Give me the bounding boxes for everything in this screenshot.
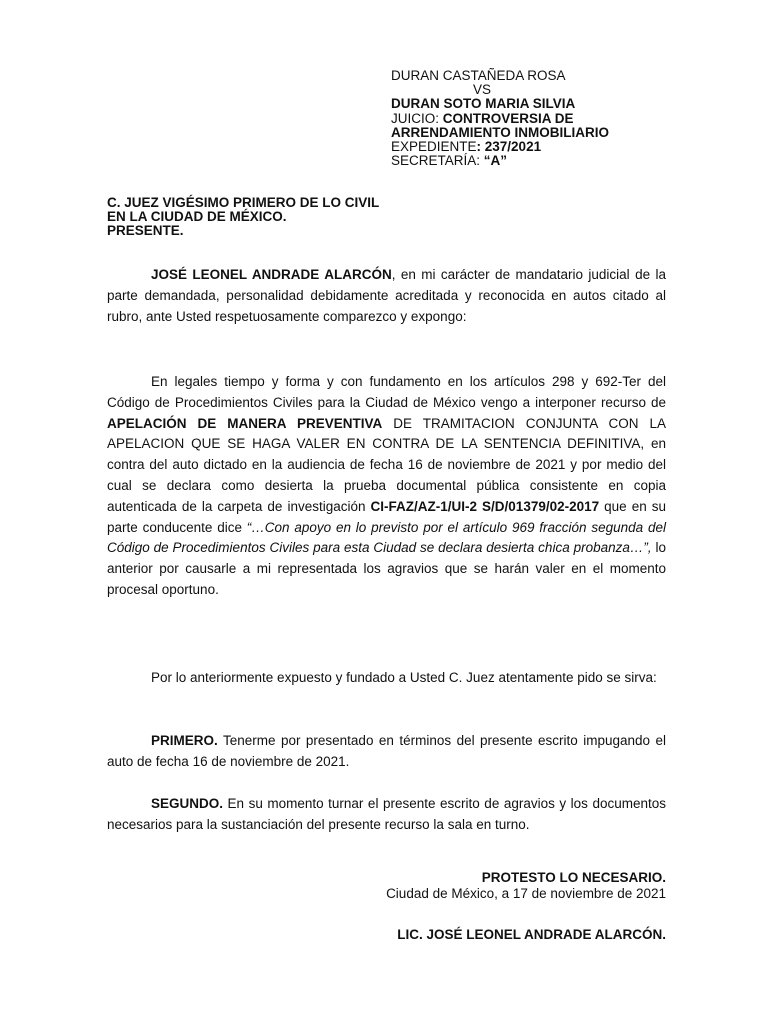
first-point-paragraph: [107, 731, 666, 773]
first-point-label: PRIMERO.: [151, 733, 218, 748]
second-point-paragraph: [107, 794, 666, 836]
main-text-4: lo anterior por causarle a mi representada los agravios que se harán valer en el momento procesal oportuno.: [107, 540, 666, 597]
protest-line: PROTESTO LO NECESARIO.: [481, 870, 666, 885]
secretariat-line: [391, 154, 681, 168]
trial-value-line1: CONTROVERSIA DE: [442, 110, 574, 126]
attorney-name: JOSÉ LEONEL ANDRADE ALARCÓN: [151, 267, 392, 282]
case-caption: [391, 69, 681, 168]
main-text-3: que en su parte conducente dice: [107, 498, 666, 535]
trial-line-2: [391, 126, 681, 140]
trial-line: [391, 112, 681, 126]
defendant-name-text: DURAN SOTO MARIA SILVIA: [391, 96, 576, 112]
secretariat-value: “A”: [483, 153, 508, 169]
file-number-line: [391, 140, 681, 154]
quoted-ruling: “…Con apoyo en lo previsto por el artículo 969 fracción segunda del Código de Procedimientos Civiles para esta Ciudad se declara desierta chica probanza…”,: [107, 519, 666, 556]
appeal-type: APELACIÓN DE MANERA PREVENTIVA: [107, 415, 383, 431]
first-point-text: Tenerme por presentado en términos del presente escrito impugando el auto de fecha 16 de noviembre de 2021.: [107, 733, 666, 769]
addressee-line-1: C. JUEZ VIGÉSIMO PRIMERO DE LO CIVIL: [107, 195, 380, 210]
file-value: : 237/2021: [476, 139, 542, 155]
investigation-folder-id: CI-FAZ/AZ-1/UI-2 S/D/01379/02-2017: [370, 498, 600, 514]
place-date-line: Ciudad de México, a 17 de noviembre de 2021: [386, 886, 666, 901]
main-text-1: En legales tiempo y forma y con fundamento en los artículos 298 y 692-Ter del Código de Procedimientos Civiles para la Ciudad de México vengo a interponer recurso de: [107, 374, 666, 410]
trial-label: JUICIO:: [391, 110, 443, 126]
second-point-text: En su momento turnar el presente escrito de agravios y los documentos necesarios para la sustanciación del presente recurso la sala en turno.: [107, 796, 666, 832]
defendant-name: [391, 97, 681, 111]
addressee-line-3: PRESENTE.: [107, 223, 184, 239]
secretariat-label: SECRETARÍA:: [391, 153, 484, 169]
intro-text: , en mi carácter de mandatario judicial de la parte demandada, personalidad debidamente acreditada y reconocida en autos citado al rubro, ante Usted respetuosamente comparezco y expongo:: [107, 267, 666, 324]
signatory-name: LIC. JOSÉ LEONEL ANDRADE ALARCÓN.: [397, 927, 666, 942]
main-paragraph: [107, 372, 666, 601]
versus-label: VS: [473, 82, 492, 98]
addressee-line-2: EN LA CIUDAD DE MÉXICO.: [107, 209, 287, 225]
file-label: EXPEDIENTE: [391, 139, 477, 155]
second-point-label: SEGUNDO.: [151, 796, 224, 811]
main-text-2: DE TRAMITACION CONJUNTA CON LA APELACION QUE SE HAGA VALER EN CONTRA DE LA SENTENCIA DEFINITIVA, en contra del auto dictado en la audiencia de fecha 16 de noviembre de 2021 y por medio del cual se declara como desierta la prueba documental pública consistente en copia autenticada de la carpeta de investigación: [107, 415, 666, 514]
intro-paragraph: [107, 265, 666, 327]
trial-value-line2: ARRENDAMIENTO INMOBILIARIO: [391, 124, 609, 140]
addressee-block: [107, 196, 379, 239]
plaintiff-name: DURAN CASTAÑEDA ROSA: [391, 68, 566, 83]
request-paragraph: Por lo anteriormente expuesto y fundado a Usted C. Juez atentamente pido se sirva:: [151, 670, 657, 685]
